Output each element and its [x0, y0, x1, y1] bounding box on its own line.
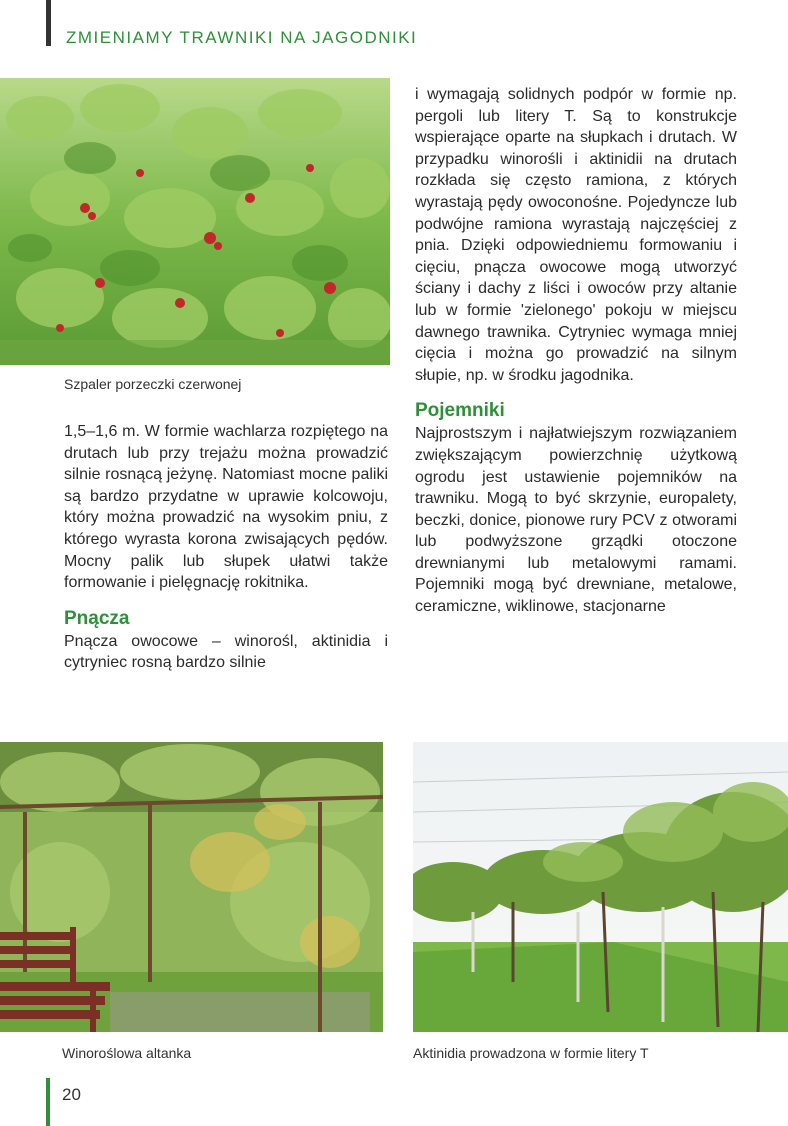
currant-photo-caption: Szpaler porzeczki czerwonej: [64, 376, 242, 392]
running-header: ZMIENIAMY TRAWNIKI NA JAGODNIKI: [66, 28, 418, 47]
left-paragraph-1: 1,5–1,6 m. W formie wachlarza rozpiętego na drutach lub przy trejażu można prowadzić silnie rosnącą jeżynę. Natomiast mocne paliki są bardzo przydatne w uprawie kolcowoju, który można prowadzić na wysokim pniu, z którego wyrasta korona zwisających pędów. Mocny palik lub słupek ułatwi także formowanie i pielęgnację rokitnika.: [64, 423, 388, 592]
header-accent-bar: [46, 0, 51, 46]
right-text-column: [415, 84, 737, 618]
currant-photo: [0, 78, 390, 365]
right-paragraph-1: i wymagają solidnych podpór w formie np. pergoli lub litery T. Są to konstrukcje wspierające oparte na słupkach i drutach. W przypadku winorośli i aktinidii na drutach rozkłada się często ramiona, z których wyrastają pędy owoconośne. Pojedyncze lub podwójne ramiona wyrastają najczęściej z pnia. Dzięki odpowiedniemu formowaniu i cięciu, pnącza owocowe mogą utworzyć ściany i dachy z liści i owoców przy altanie lub w formie 'zielonego' pokoju w miejscu dawnego trawnika. Cytryniec wymaga mniej cięcia i można go prowadzić na silnym słupie, np. w środku jagodnika.: [415, 86, 737, 384]
kiwi-trellis-caption: Aktinidia prowadzona w formie litery T: [413, 1045, 649, 1061]
kiwi-trellis-photo: [413, 742, 788, 1032]
vine-arbor-caption: Winoroślowa altanka: [62, 1045, 192, 1061]
section-heading-pnacza: Pnącza: [64, 607, 130, 629]
right-paragraph-2: Najprostszym i najłatwiejszym rozwiązaniem zwiększającym powierzchnię użytkową ogrodu jest ustawienie pojemników na trawniku. Mogą to być skrzynie, europalety, beczki, donice, pionowe rury PCV z otworami lub podwyższone grządki otoczone drewnianymi lub metalowymi ramami. Pojemniki mogą być drewniane, metalowe, ceramiczne, wiklinowe, stacjonarne: [415, 425, 737, 616]
footer-accent-bar: [46, 1078, 50, 1126]
vine-arbor-photo: [0, 742, 383, 1032]
page-number: 20: [62, 1085, 81, 1104]
left-paragraph-2: Pnącza owocowe – winorośl, aktinidia i cytryniec rosną bardzo silnie: [64, 632, 388, 672]
left-text-column: [64, 421, 388, 674]
section-heading-pojemniki: Pojemniki: [415, 400, 505, 422]
